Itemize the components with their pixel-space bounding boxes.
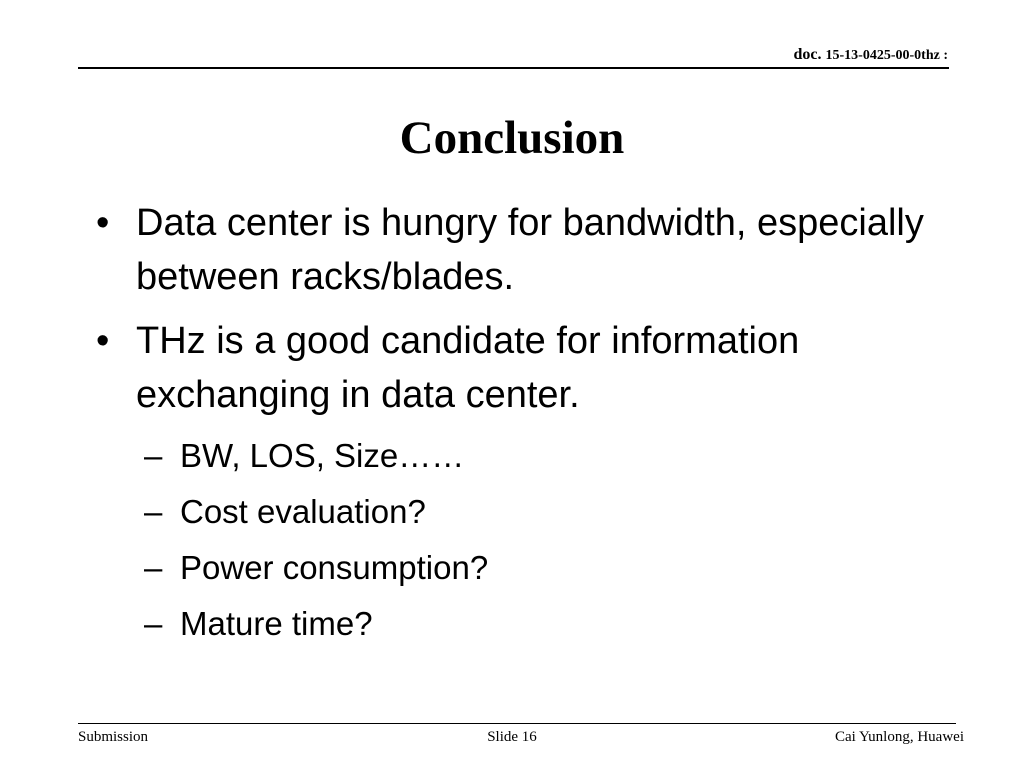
sub-bullet-marker: – <box>144 493 163 530</box>
sub-bullet-item <box>96 540 976 596</box>
sub-bullet-text: Power consumption? <box>180 549 489 586</box>
header-divider <box>78 67 949 69</box>
sub-list-container <box>96 428 976 652</box>
bullet-item <box>96 314 976 422</box>
bullet-marker: • <box>96 320 110 362</box>
sub-bullet-item <box>96 596 976 652</box>
footer-divider <box>78 723 956 724</box>
sub-bullet-item <box>96 428 976 484</box>
bullet-text: THz is a good candidate for information exchanging in data center. <box>136 320 800 416</box>
footer-slide-number: Slide 16 <box>487 729 537 745</box>
bullet-text: Data center is hungry for bandwidth, especially between racks/blades. <box>136 202 924 298</box>
sub-bullet-marker: – <box>144 437 163 474</box>
slide-title: Conclusion <box>399 112 625 164</box>
sub-bullet-text: Cost evaluation? <box>180 493 426 530</box>
sub-bullet-marker: – <box>144 549 163 586</box>
sub-bullet-text: Mature time? <box>180 605 373 642</box>
bullet-item <box>96 196 976 304</box>
sub-bullet-marker: – <box>144 605 163 642</box>
footer-author: Cai Yunlong, Huawei <box>834 729 964 745</box>
doc-header <box>794 46 948 64</box>
bullet-list <box>96 196 976 652</box>
doc-id: 15-13-0425-00-0thz : <box>825 48 948 63</box>
sub-bullet-item <box>96 484 976 540</box>
doc-prefix: doc. <box>793 46 822 63</box>
sub-bullet-text: BW, LOS, Size…… <box>180 437 465 474</box>
bullet-marker: • <box>96 202 110 244</box>
sub-bullet-list <box>96 428 976 652</box>
footer-submission: Submission <box>78 729 149 745</box>
